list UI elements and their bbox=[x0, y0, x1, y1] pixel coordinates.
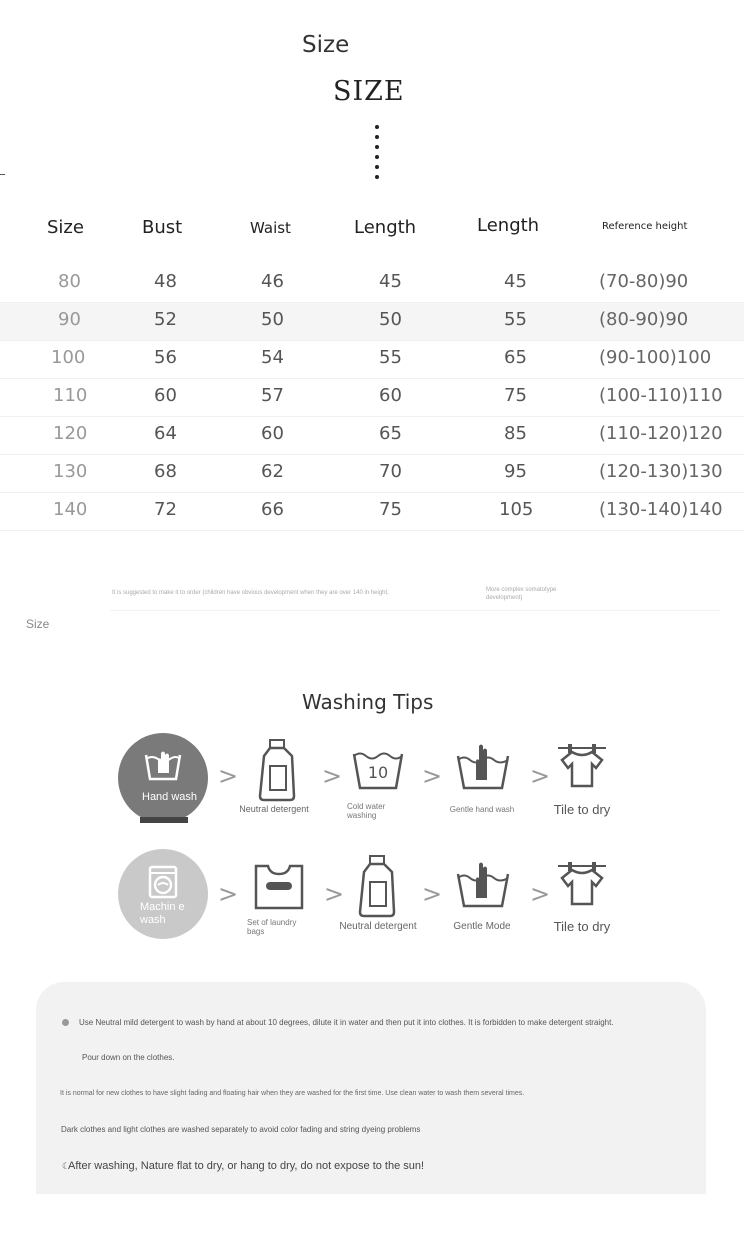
care-tip: Pour down on the clothes. bbox=[82, 1053, 175, 1062]
size-table bbox=[0, 205, 744, 531]
cell-size: 120 bbox=[53, 423, 88, 444]
somatotype-note: More complex somatotype development) bbox=[486, 587, 557, 601]
temp-label: 10 bbox=[367, 763, 389, 782]
cell-reference-height: (130-140)140 bbox=[599, 499, 723, 520]
table-row bbox=[0, 493, 744, 531]
cell-reference-height: (110-120)120 bbox=[599, 423, 723, 444]
cold-water-tub-icon bbox=[350, 746, 406, 792]
cell-length: 75 bbox=[379, 499, 402, 520]
moon-bullet-icon: ☾ bbox=[62, 1161, 71, 1171]
cell-length-2: 45 bbox=[504, 271, 527, 292]
cell-waist: 50 bbox=[261, 309, 284, 330]
hand-wash-underline bbox=[140, 817, 188, 823]
hand-wash-badge bbox=[118, 733, 208, 823]
tile-dry-shirt-icon bbox=[556, 742, 608, 790]
header-waist: Waist bbox=[250, 219, 291, 237]
note-divider bbox=[110, 610, 720, 611]
washing-tips-title: Washing Tips bbox=[302, 690, 434, 714]
cell-bust: 68 bbox=[154, 461, 177, 482]
cell-waist: 54 bbox=[261, 347, 284, 368]
cell-waist: 57 bbox=[261, 385, 284, 406]
tile-dry-shirt-icon bbox=[556, 860, 608, 908]
cell-length: 45 bbox=[379, 271, 402, 292]
hand-wash-label: Hand wash bbox=[142, 791, 198, 803]
header-reference-height: Reference height bbox=[602, 221, 688, 232]
cell-length-2: 85 bbox=[504, 423, 527, 444]
care-tip: It is normal for new clothes to have slight fading and floating hair when they are washed for the first time. Use clean water to wash them several times. bbox=[60, 1090, 525, 1097]
step-label: Neutral detergent bbox=[339, 921, 417, 932]
cell-waist: 66 bbox=[261, 499, 284, 520]
cell-size: 140 bbox=[53, 499, 88, 520]
arrow-icon: > bbox=[324, 880, 345, 908]
cell-size: 100 bbox=[51, 347, 86, 368]
machine-wash-label: Machin e wash bbox=[140, 901, 185, 926]
cell-reference-height: (120-130)130 bbox=[599, 461, 723, 482]
header-length-2: Length bbox=[477, 215, 540, 236]
cell-size: 80 bbox=[58, 271, 81, 292]
gentle-hand-wash-icon bbox=[454, 742, 512, 792]
step-label: Gentle Mode bbox=[453, 921, 511, 932]
cell-length: 65 bbox=[379, 423, 402, 444]
detergent-bottle-icon bbox=[356, 854, 400, 918]
arrow-icon: > bbox=[218, 880, 239, 908]
cell-bust: 60 bbox=[154, 385, 177, 406]
size-footer-label: Size bbox=[26, 617, 50, 631]
machine-wash-badge bbox=[118, 849, 208, 939]
arrow-icon: > bbox=[422, 762, 443, 790]
laundry-bag-icon bbox=[252, 860, 306, 912]
bullet-icon bbox=[62, 1019, 69, 1026]
cell-size: 90 bbox=[58, 309, 81, 330]
table-header-row bbox=[0, 205, 744, 265]
cell-reference-height: (90-100)100 bbox=[599, 347, 712, 368]
cell-length-2: 55 bbox=[504, 309, 527, 330]
cell-bust: 52 bbox=[154, 309, 177, 330]
cell-bust: 64 bbox=[154, 423, 177, 444]
table-row bbox=[0, 341, 744, 379]
table-row bbox=[0, 303, 744, 341]
arrow-icon: > bbox=[422, 880, 443, 908]
cell-length-2: 65 bbox=[504, 347, 527, 368]
cell-length: 70 bbox=[379, 461, 402, 482]
care-tip: Use Neutral mild detergent to wash by hand at about 10 degrees, dilute it in water and then put it into clothes. It is forbidden to make detergent straight. bbox=[79, 1018, 614, 1027]
cell-bust: 56 bbox=[154, 347, 177, 368]
table-row bbox=[0, 379, 744, 417]
cell-size: 130 bbox=[53, 461, 88, 482]
cell-waist: 60 bbox=[261, 423, 284, 444]
table-row bbox=[0, 265, 744, 303]
header-bust: Bust bbox=[142, 217, 183, 238]
cell-waist: 62 bbox=[261, 461, 284, 482]
cell-reference-height: (70-80)90 bbox=[599, 271, 689, 292]
step-label: Neutral detergent bbox=[239, 804, 309, 814]
cell-length: 50 bbox=[379, 309, 402, 330]
arrow-icon: > bbox=[322, 762, 343, 790]
cell-bust: 48 bbox=[154, 271, 177, 292]
cell-length: 55 bbox=[379, 347, 402, 368]
size-heading-large: SIZE bbox=[333, 76, 405, 107]
cell-size: 110 bbox=[53, 385, 88, 406]
washing-machine-icon bbox=[148, 865, 178, 899]
step-label: Set of laundry bags bbox=[247, 918, 297, 936]
step-label: Tile to dry bbox=[553, 919, 611, 934]
step-label: Cold water washing bbox=[347, 802, 386, 820]
care-tip: After washing, Nature flat to dry, or hang to dry, do not expose to the sun! bbox=[68, 1160, 425, 1172]
cell-reference-height: (100-110)110 bbox=[599, 385, 723, 406]
hand-wash-icon bbox=[142, 743, 184, 785]
header-length: Length bbox=[354, 217, 417, 238]
arrow-icon: > bbox=[530, 880, 551, 908]
custom-order-note: It is suggested to make it to order (children have obvious development when they are over 140 in height, bbox=[112, 590, 389, 596]
arrow-icon: > bbox=[218, 762, 239, 790]
edge-dash bbox=[0, 174, 5, 175]
dotted-divider bbox=[375, 125, 381, 185]
header-size: Size bbox=[47, 217, 84, 238]
cell-length: 60 bbox=[379, 385, 402, 406]
cell-length-2: 95 bbox=[504, 461, 527, 482]
table-row bbox=[0, 417, 744, 455]
cell-length-2: 105 bbox=[499, 499, 534, 520]
arrow-icon: > bbox=[530, 762, 551, 790]
cell-bust: 72 bbox=[154, 499, 177, 520]
step-label: Gentle hand wash bbox=[449, 805, 515, 814]
care-tip: Dark clothes and light clothes are washed separately to avoid color fading and string dyeing problems bbox=[61, 1125, 421, 1134]
cell-waist: 46 bbox=[261, 271, 284, 292]
step-label: Tile to dry bbox=[553, 802, 611, 817]
cell-reference-height: (80-90)90 bbox=[599, 309, 689, 330]
detergent-bottle-icon bbox=[256, 738, 300, 802]
size-heading-small: Size bbox=[302, 32, 350, 58]
gentle-mode-icon bbox=[454, 860, 512, 910]
cell-length-2: 75 bbox=[504, 385, 527, 406]
table-row bbox=[0, 455, 744, 493]
